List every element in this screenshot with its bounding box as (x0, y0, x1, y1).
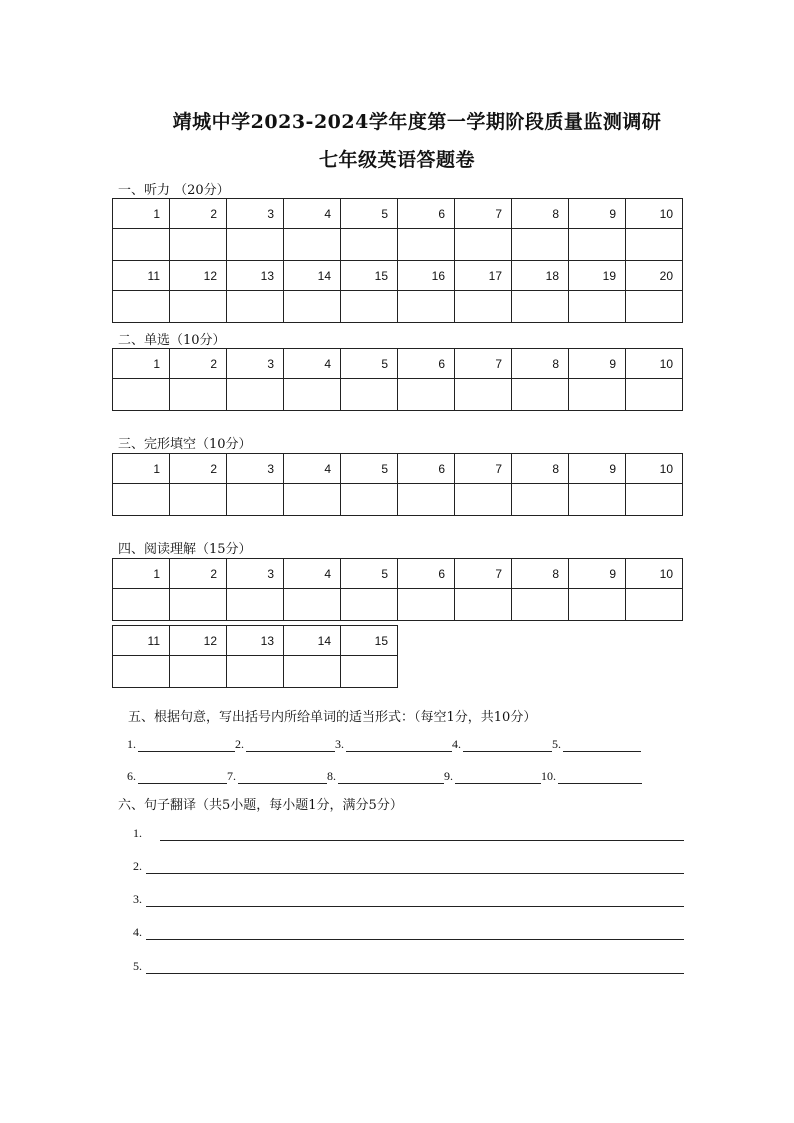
blank-item (127, 769, 227, 784)
answer-cell[interactable] (113, 291, 170, 323)
answer-cell[interactable] (227, 484, 284, 516)
answer-cell[interactable] (398, 291, 455, 323)
answer-cell[interactable] (284, 379, 341, 411)
question-number-cell: 8 (512, 454, 569, 484)
single-choice-label: 二、单选（10分） (118, 333, 226, 348)
question-number-cell: 15 (341, 626, 398, 656)
translation-answer-line[interactable] (146, 959, 684, 974)
answer-blank-line[interactable] (138, 769, 227, 784)
blank-item (335, 737, 452, 752)
translation-label: 六、句子翻译（共5小题，每小题1分，满分5分） (118, 798, 403, 813)
translation-number: 2. (133, 859, 142, 873)
answer-cell[interactable] (113, 589, 170, 621)
answer-cell[interactable] (512, 379, 569, 411)
answer-blank-line[interactable] (246, 737, 335, 752)
answer-cell[interactable] (113, 379, 170, 411)
question-number-cell: 7 (455, 559, 512, 589)
listening-grid (112, 198, 683, 323)
listening-label: 一、听力 （20分） (118, 183, 230, 198)
question-number-cell: 12 (170, 626, 227, 656)
answer-cell[interactable] (227, 229, 284, 261)
translation-answer-line[interactable] (146, 892, 684, 907)
question-number-cell: 8 (512, 349, 569, 379)
answer-cell[interactable] (455, 291, 512, 323)
answer-cell[interactable] (284, 291, 341, 323)
question-number-cell: 10 (626, 349, 683, 379)
question-number-cell: 2 (170, 454, 227, 484)
answer-cell[interactable] (569, 484, 626, 516)
translation-answer-line[interactable] (160, 826, 684, 841)
blank-item (452, 737, 552, 752)
question-number-cell: 5 (341, 559, 398, 589)
answer-cell[interactable] (455, 379, 512, 411)
question-number-cell: 4 (284, 454, 341, 484)
answer-cell[interactable] (170, 589, 227, 621)
question-number-cell: 9 (569, 199, 626, 229)
answer-cell[interactable] (170, 484, 227, 516)
answer-cell[interactable] (341, 589, 398, 621)
question-number-cell: 1 (113, 199, 170, 229)
answer-blank-line[interactable] (463, 737, 552, 752)
translation-answer-line[interactable] (146, 925, 684, 940)
blank-number: 2. (235, 737, 244, 751)
exam-subtitle: 七年级英语答题卷 (318, 149, 475, 171)
question-number-cell: 19 (569, 261, 626, 291)
blank-number: 1. (127, 737, 136, 751)
answer-cell[interactable] (170, 379, 227, 411)
answer-blank-line[interactable] (558, 769, 642, 784)
cloze-answer-row (113, 484, 683, 516)
cloze-label: 三、完形填空（10分） (118, 437, 252, 452)
listening-number-row-2 (113, 261, 683, 291)
blank-number: 5. (552, 737, 561, 751)
translation-item (133, 959, 684, 974)
answer-blank-line[interactable] (563, 737, 641, 752)
blank-item (552, 737, 641, 752)
question-number-cell: 5 (341, 454, 398, 484)
question-number-cell: 1 (113, 454, 170, 484)
question-number-cell: 2 (170, 559, 227, 589)
question-number-cell: 4 (284, 199, 341, 229)
answer-cell[interactable] (341, 379, 398, 411)
answer-cell[interactable] (227, 291, 284, 323)
blank-item (541, 769, 642, 784)
question-number-cell: 5 (341, 199, 398, 229)
answer-cell[interactable] (284, 229, 341, 261)
answer-cell[interactable] (398, 589, 455, 621)
question-number-cell: 9 (569, 349, 626, 379)
answer-cell[interactable] (455, 229, 512, 261)
reading-grid-2 (112, 625, 398, 688)
answer-cell[interactable] (341, 229, 398, 261)
blank-number: 10. (541, 769, 556, 783)
translation-number: 5. (133, 959, 142, 973)
answer-blank-line[interactable] (346, 737, 452, 752)
word-form-row-2 (127, 769, 642, 784)
blank-item (227, 769, 327, 784)
answer-cell[interactable] (626, 379, 683, 411)
answer-cell[interactable] (227, 379, 284, 411)
answer-blank-line[interactable] (138, 737, 235, 752)
answer-cell[interactable] (398, 379, 455, 411)
translation-item (133, 925, 684, 940)
reading-grid-1 (112, 558, 683, 621)
question-number-cell: 14 (284, 261, 341, 291)
reading-answer-row-1 (113, 589, 683, 621)
question-number-cell: 1 (113, 349, 170, 379)
cloze-number-row (113, 454, 683, 484)
answer-cell[interactable] (512, 589, 569, 621)
single-choice-grid (112, 348, 683, 411)
question-number-cell: 13 (227, 626, 284, 656)
listening-answer-row-2 (113, 291, 683, 323)
word-form-row-1 (127, 737, 641, 752)
translation-item (133, 892, 684, 907)
single-choice-answer-row (113, 379, 683, 411)
answer-cell[interactable] (227, 589, 284, 621)
question-number-cell: 8 (512, 199, 569, 229)
question-number-cell: 7 (455, 349, 512, 379)
answer-cell[interactable] (512, 229, 569, 261)
question-number-cell: 15 (341, 261, 398, 291)
question-number-cell: 13 (227, 261, 284, 291)
question-number-cell: 3 (227, 199, 284, 229)
question-number-cell: 10 (626, 454, 683, 484)
answer-cell[interactable] (398, 229, 455, 261)
listening-answer-row-1 (113, 229, 683, 261)
answer-cell[interactable] (569, 291, 626, 323)
blank-item (127, 737, 235, 752)
question-number-cell: 12 (170, 261, 227, 291)
question-number-cell: 11 (113, 626, 170, 656)
question-number-cell: 5 (341, 349, 398, 379)
question-number-cell: 4 (284, 559, 341, 589)
blank-number: 4. (452, 737, 461, 751)
blank-number: 6. (127, 769, 136, 783)
question-number-cell: 8 (512, 559, 569, 589)
question-number-cell: 7 (455, 454, 512, 484)
question-number-cell: 20 (626, 261, 683, 291)
answer-cell[interactable] (455, 484, 512, 516)
answer-cell[interactable] (284, 656, 341, 688)
reading-label: 四、阅读理解（15分） (118, 542, 252, 557)
answer-cell[interactable] (512, 291, 569, 323)
question-number-cell: 2 (170, 199, 227, 229)
answer-cell[interactable] (113, 229, 170, 261)
blank-item (444, 769, 541, 784)
question-number-cell: 6 (398, 559, 455, 589)
answer-cell[interactable] (113, 656, 170, 688)
answer-cell[interactable] (170, 291, 227, 323)
question-number-cell: 17 (455, 261, 512, 291)
answer-blank-line[interactable] (338, 769, 444, 784)
translation-item (133, 826, 684, 841)
reading-number-row-1 (113, 559, 683, 589)
question-number-cell: 7 (455, 199, 512, 229)
translation-item (133, 859, 684, 874)
translation-number: 4. (133, 925, 142, 939)
question-number-cell: 9 (569, 559, 626, 589)
answer-cell[interactable] (398, 484, 455, 516)
blank-number: 9. (444, 769, 453, 783)
answer-cell[interactable] (341, 656, 398, 688)
answer-cell[interactable] (626, 291, 683, 323)
answer-cell[interactable] (569, 229, 626, 261)
exam-title: 靖城中学2023-2024学年度第一学期阶段质量监测调研 (172, 111, 662, 133)
question-number-cell: 3 (227, 559, 284, 589)
question-number-cell: 6 (398, 199, 455, 229)
blank-number: 8. (327, 769, 336, 783)
answer-cell[interactable] (512, 484, 569, 516)
blank-number: 3. (335, 737, 344, 751)
answer-cell[interactable] (626, 484, 683, 516)
question-number-cell: 10 (626, 199, 683, 229)
answer-cell[interactable] (455, 589, 512, 621)
reading-answer-row-2 (113, 656, 398, 688)
translation-number: 3. (133, 892, 142, 906)
question-number-cell: 11 (113, 261, 170, 291)
reading-number-row-2 (113, 626, 398, 656)
answer-cell[interactable] (227, 656, 284, 688)
question-number-cell: 3 (227, 454, 284, 484)
question-number-cell: 10 (626, 559, 683, 589)
blank-item (327, 769, 444, 784)
answer-cell[interactable] (341, 291, 398, 323)
translation-answer-line[interactable] (146, 859, 684, 874)
question-number-cell: 16 (398, 261, 455, 291)
question-number-cell: 4 (284, 349, 341, 379)
word-form-label: 五、根据句意，写出括号内所给单词的适当形式：（每空1分，共10分） (128, 710, 537, 725)
listening-number-row-1 (113, 199, 683, 229)
answer-blank-line[interactable] (238, 769, 327, 784)
question-number-cell: 6 (398, 349, 455, 379)
answer-blank-line[interactable] (455, 769, 541, 784)
question-number-cell: 2 (170, 349, 227, 379)
answer-cell[interactable] (284, 484, 341, 516)
answer-cell[interactable] (113, 484, 170, 516)
answer-cell[interactable] (626, 229, 683, 261)
blank-item (235, 737, 335, 752)
question-number-cell: 1 (113, 559, 170, 589)
answer-cell[interactable] (170, 229, 227, 261)
single-choice-number-row (113, 349, 683, 379)
answer-cell[interactable] (170, 656, 227, 688)
blank-number: 7. (227, 769, 236, 783)
question-number-cell: 9 (569, 454, 626, 484)
answer-cell[interactable] (569, 589, 626, 621)
question-number-cell: 3 (227, 349, 284, 379)
answer-cell[interactable] (341, 484, 398, 516)
question-number-cell: 6 (398, 454, 455, 484)
cloze-grid (112, 453, 683, 516)
question-number-cell: 14 (284, 626, 341, 656)
answer-cell[interactable] (626, 589, 683, 621)
translation-number: 1. (133, 826, 142, 840)
question-number-cell: 18 (512, 261, 569, 291)
answer-cell[interactable] (569, 379, 626, 411)
answer-cell[interactable] (284, 589, 341, 621)
